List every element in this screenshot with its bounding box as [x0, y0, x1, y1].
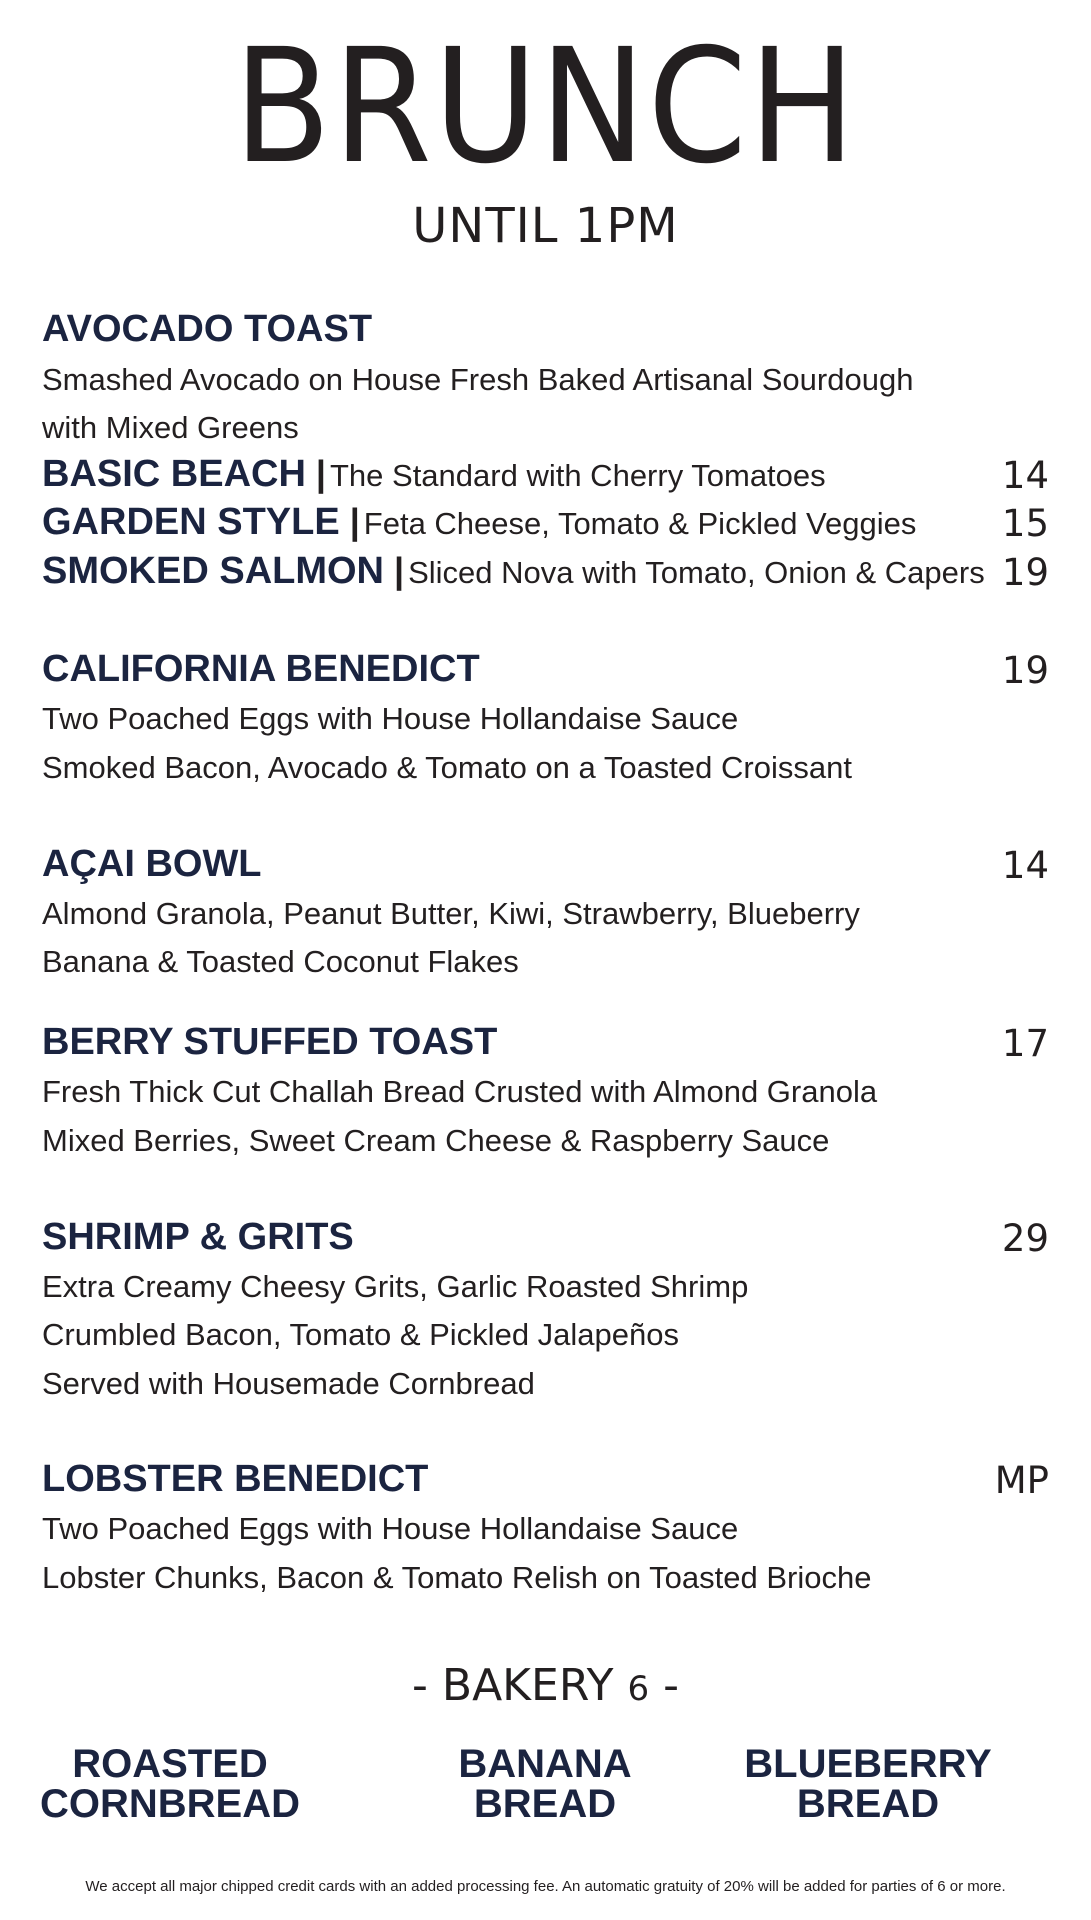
item-name-shrimp-grits: SHRIMP & GRITS: [42, 1216, 354, 1258]
variant-name: GARDEN STYLE: [42, 501, 340, 543]
variant-name: BASIC BEACH: [42, 453, 306, 495]
bakery-dash-left: -: [412, 1660, 428, 1711]
bakery-price: 6: [627, 1669, 650, 1709]
item-price: 29: [1001, 1217, 1049, 1260]
item-desc-line: Extra Creamy Cheesy Grits, Garlic Roasted Shrimp: [42, 1269, 749, 1304]
item-desc-line: Two Poached Eggs with House Hollandaise Sauce: [42, 701, 739, 736]
bakery-item-banana-bread: [395, 1744, 695, 1824]
variant-desc: Feta Cheese, Tomato & Pickled Veggies: [363, 506, 917, 541]
item-desc-line: Two Poached Eggs with House Hollandaise Sauce: [42, 1511, 739, 1546]
item-desc-line: Banana & Toasted Coconut Flakes: [42, 944, 519, 979]
variant-basic-beach: [42, 453, 826, 496]
item-name-california-benedict: CALIFORNIA BENEDICT: [42, 648, 480, 690]
item-price: 14: [1001, 844, 1049, 887]
item-desc-line: Mixed Berries, Sweet Cream Cheese & Raspberry Sauce: [42, 1123, 830, 1158]
item-desc-line: with Mixed Greens: [42, 410, 299, 445]
item-price: MP: [994, 1459, 1049, 1502]
item-name-berry-stuffed-toast: BERRY STUFFED TOAST: [42, 1021, 498, 1063]
bakery-item-line: BLUEBERRY: [744, 1742, 992, 1786]
variant-name: SMOKED SALMON: [42, 550, 384, 592]
item-name-lobster-benedict: LOBSTER BENEDICT: [42, 1458, 429, 1500]
variant-desc: The Standard with Cherry Tomatoes: [329, 458, 826, 493]
item-desc-line: Almond Granola, Peanut Butter, Kiwi, Strawberry, Blueberry: [42, 896, 860, 931]
bakery-dash-right: -: [663, 1660, 679, 1711]
bakery-item-blueberry-bread: [718, 1744, 1018, 1824]
variant-separator: |: [315, 453, 326, 494]
item-desc-line: Smashed Avocado on House Fresh Baked Artisanal Sourdough: [42, 362, 914, 397]
item-desc-line: Fresh Thick Cut Challah Bread Crusted with Almond Granola: [42, 1074, 878, 1109]
item-desc-line: Smoked Bacon, Avocado & Tomato on a Toasted Croissant: [42, 750, 852, 785]
bakery-item-line: BREAD: [796, 1782, 940, 1826]
variant-price: 19: [1001, 551, 1049, 594]
bakery-item-line: CORNBREAD: [40, 1782, 300, 1826]
item-name-avocado-toast: AVOCADO TOAST: [42, 308, 373, 350]
item-desc-line: Lobster Chunks, Bacon & Tomato Relish on Toasted Brioche: [42, 1560, 872, 1595]
item-price: 19: [1001, 649, 1049, 692]
item-desc-line: Crumbled Bacon, Tomato & Pickled Jalapeños: [42, 1317, 679, 1352]
item-name-acai-bowl: AÇAI BOWL: [42, 843, 262, 885]
variant-separator: |: [394, 550, 405, 591]
variant-smoked-salmon: [42, 550, 985, 593]
payment-gratuity-note: We accept all major chipped credit cards with an added processing fee. An automatic gratuity of 20% will be added for parties of 6 or more.: [85, 1878, 1006, 1895]
bakery-item-line: BREAD: [473, 1782, 617, 1826]
variant-garden-style: [42, 501, 916, 544]
item-desc-line: Served with Housemade Cornbread: [42, 1366, 535, 1401]
variant-separator: |: [349, 501, 360, 542]
variant-price: 15: [1001, 502, 1049, 545]
item-price: 17: [1001, 1022, 1049, 1065]
bakery-item-line: ROASTED: [72, 1742, 268, 1786]
variant-desc: Sliced Nova with Tomato, Onion & Capers: [408, 555, 985, 590]
menu-subtitle: UNTIL 1PM: [412, 198, 679, 254]
menu-title: BRUNCH: [233, 15, 858, 199]
bakery-item-line: BANANA: [458, 1742, 632, 1786]
variant-price: 14: [1001, 454, 1049, 497]
bakery-item-roasted-cornbread: [20, 1744, 320, 1824]
bakery-title: BAKERY: [441, 1660, 614, 1711]
bakery-heading: [0, 1660, 1091, 1711]
